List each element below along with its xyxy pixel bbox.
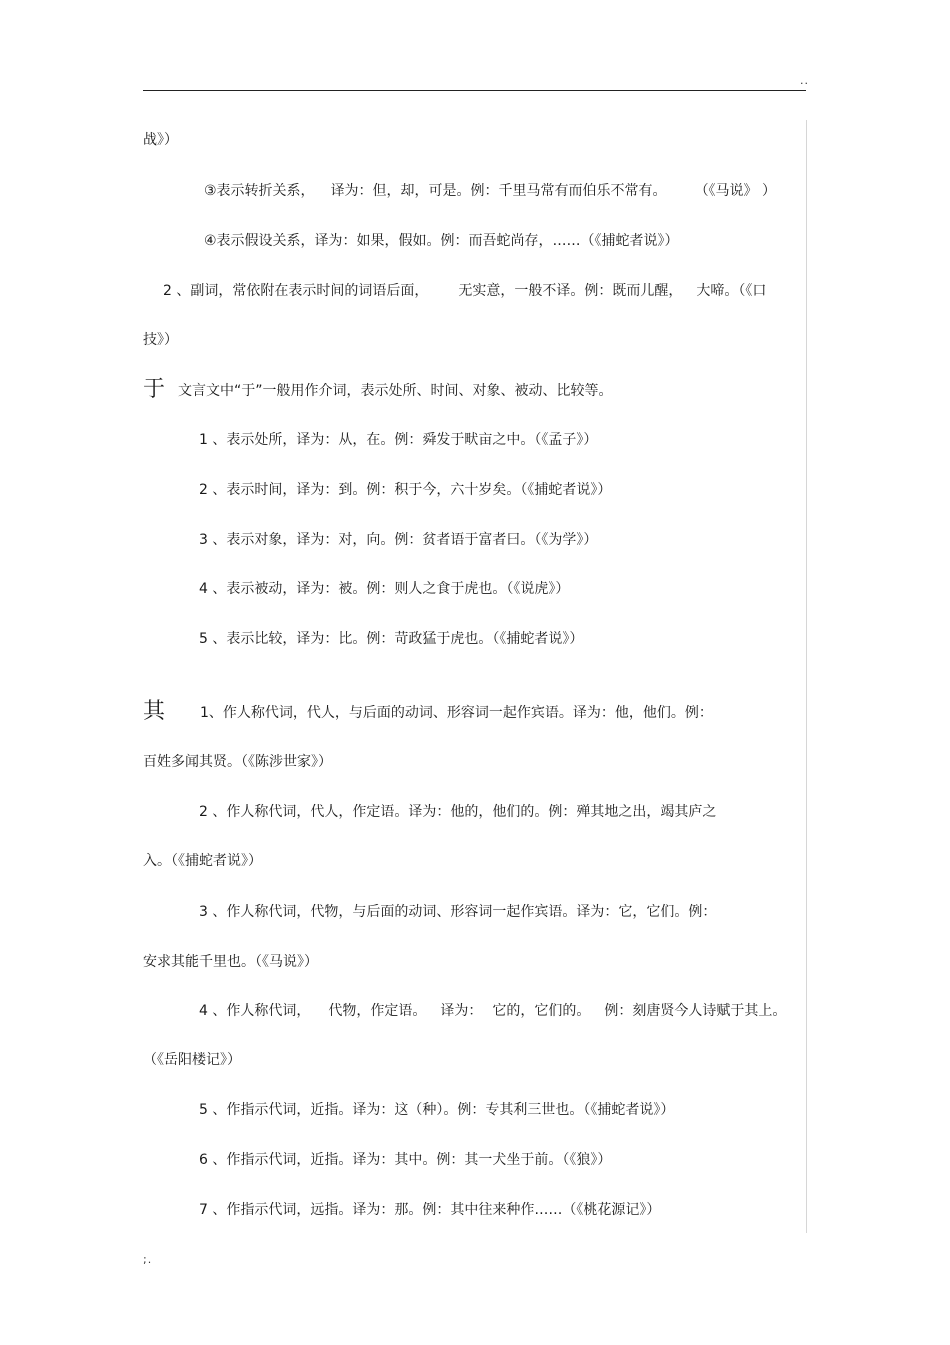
text-line: 安求其能千里也。（《马说》）	[143, 954, 318, 970]
text-line	[163, 281, 766, 301]
text-segment: ③表示转折关系，	[204, 183, 315, 199]
entry-heading-qi: 其	[143, 699, 166, 724]
text-line: 3 、作人称代词，代物，与后面的动词、形容词一起作宾语。译为：它，它们。例：	[199, 904, 717, 920]
text-segment: 大啼。（《口	[696, 283, 767, 299]
text-segment: 它的，它们的。	[492, 1003, 591, 1019]
text-segment: 译为：	[440, 1003, 483, 1019]
header-rule	[143, 90, 806, 91]
text-segment: 例：刻唐贤今人诗赋于其上。	[604, 1003, 787, 1019]
text-segment: 译为：但，却，可是。例：千里马常有而伯乐不常有。	[330, 183, 667, 199]
text-line	[199, 1001, 786, 1021]
text-line: 2 、表示时间，译为：到。例：积于今，六十岁矣。（《捕蛇者说》）	[199, 482, 612, 498]
top-page-mark: ..	[800, 74, 809, 87]
text-line: （《岳阳楼记》）	[143, 1052, 241, 1068]
text-line: 5 、作指示代词，近指。译为：这（种）。例：专其利三世也。（《捕蛇者说》）	[199, 1102, 675, 1118]
text-line: 1、作人称代词，代人，与后面的动词、形容词一起作宾语。译为：他，他们。例：	[200, 705, 713, 721]
text-line: 入。（《捕蛇者说》）	[143, 853, 262, 869]
text-line: 战》）	[143, 132, 178, 148]
text-line: 3 、表示对象，译为：对，向。例：贫者语于富者曰。（《为学》）	[199, 532, 598, 548]
document-body	[143, 120, 806, 1233]
text-segment: （《马说》 ）	[694, 183, 777, 199]
text-line: 技》）	[143, 332, 178, 348]
text-segment: 无实意，一般不译。例：既而儿醒，	[458, 283, 683, 299]
text-segment: 2 、副词，常依附在表示时间的词语后面，	[163, 283, 429, 299]
entry-heading-yu: 于	[143, 377, 166, 402]
text-line: 6 、作指示代词，近指。译为：其中。例：其一犬坐于前。（《狼》）	[199, 1152, 612, 1168]
right-border	[806, 120, 807, 1233]
text-line: 4 、表示被动，译为：被。例：则人之食于虎也。（《说虎》）	[199, 581, 570, 597]
text-line: 2 、作人称代词，代人，作定语。译为：他的，他们的。例：殚其地之出，竭其庐之	[199, 804, 717, 820]
text-line: 5 、表示比较，译为：比。例：苛政猛于虎也。（《捕蛇者说》）	[199, 631, 584, 647]
text-line: ④表示假设关系，译为：如果，假如。例：而吾蛇尚存，……（《捕蛇者说》）	[204, 233, 679, 249]
text-segment: 代物，作定语。	[328, 1003, 427, 1019]
text-line: 文言文中“于”一般用作介词，表示处所、时间、对象、被动、比较等。	[178, 383, 613, 399]
text-line: 百姓多闻其贤。（《陈涉世家》）	[143, 754, 332, 770]
bottom-page-mark: ;.	[143, 1253, 153, 1266]
text-line	[204, 181, 776, 201]
text-segment: 4 、作人称代词，	[199, 1003, 311, 1019]
text-line: 7 、作指示代词，远指。译为：那。例：其中往来种作……（《桃花源记》）	[199, 1202, 661, 1218]
text-line: 1 、表示处所，译为：从，在。例：舜发于畎亩之中。（《孟子》）	[199, 432, 598, 448]
